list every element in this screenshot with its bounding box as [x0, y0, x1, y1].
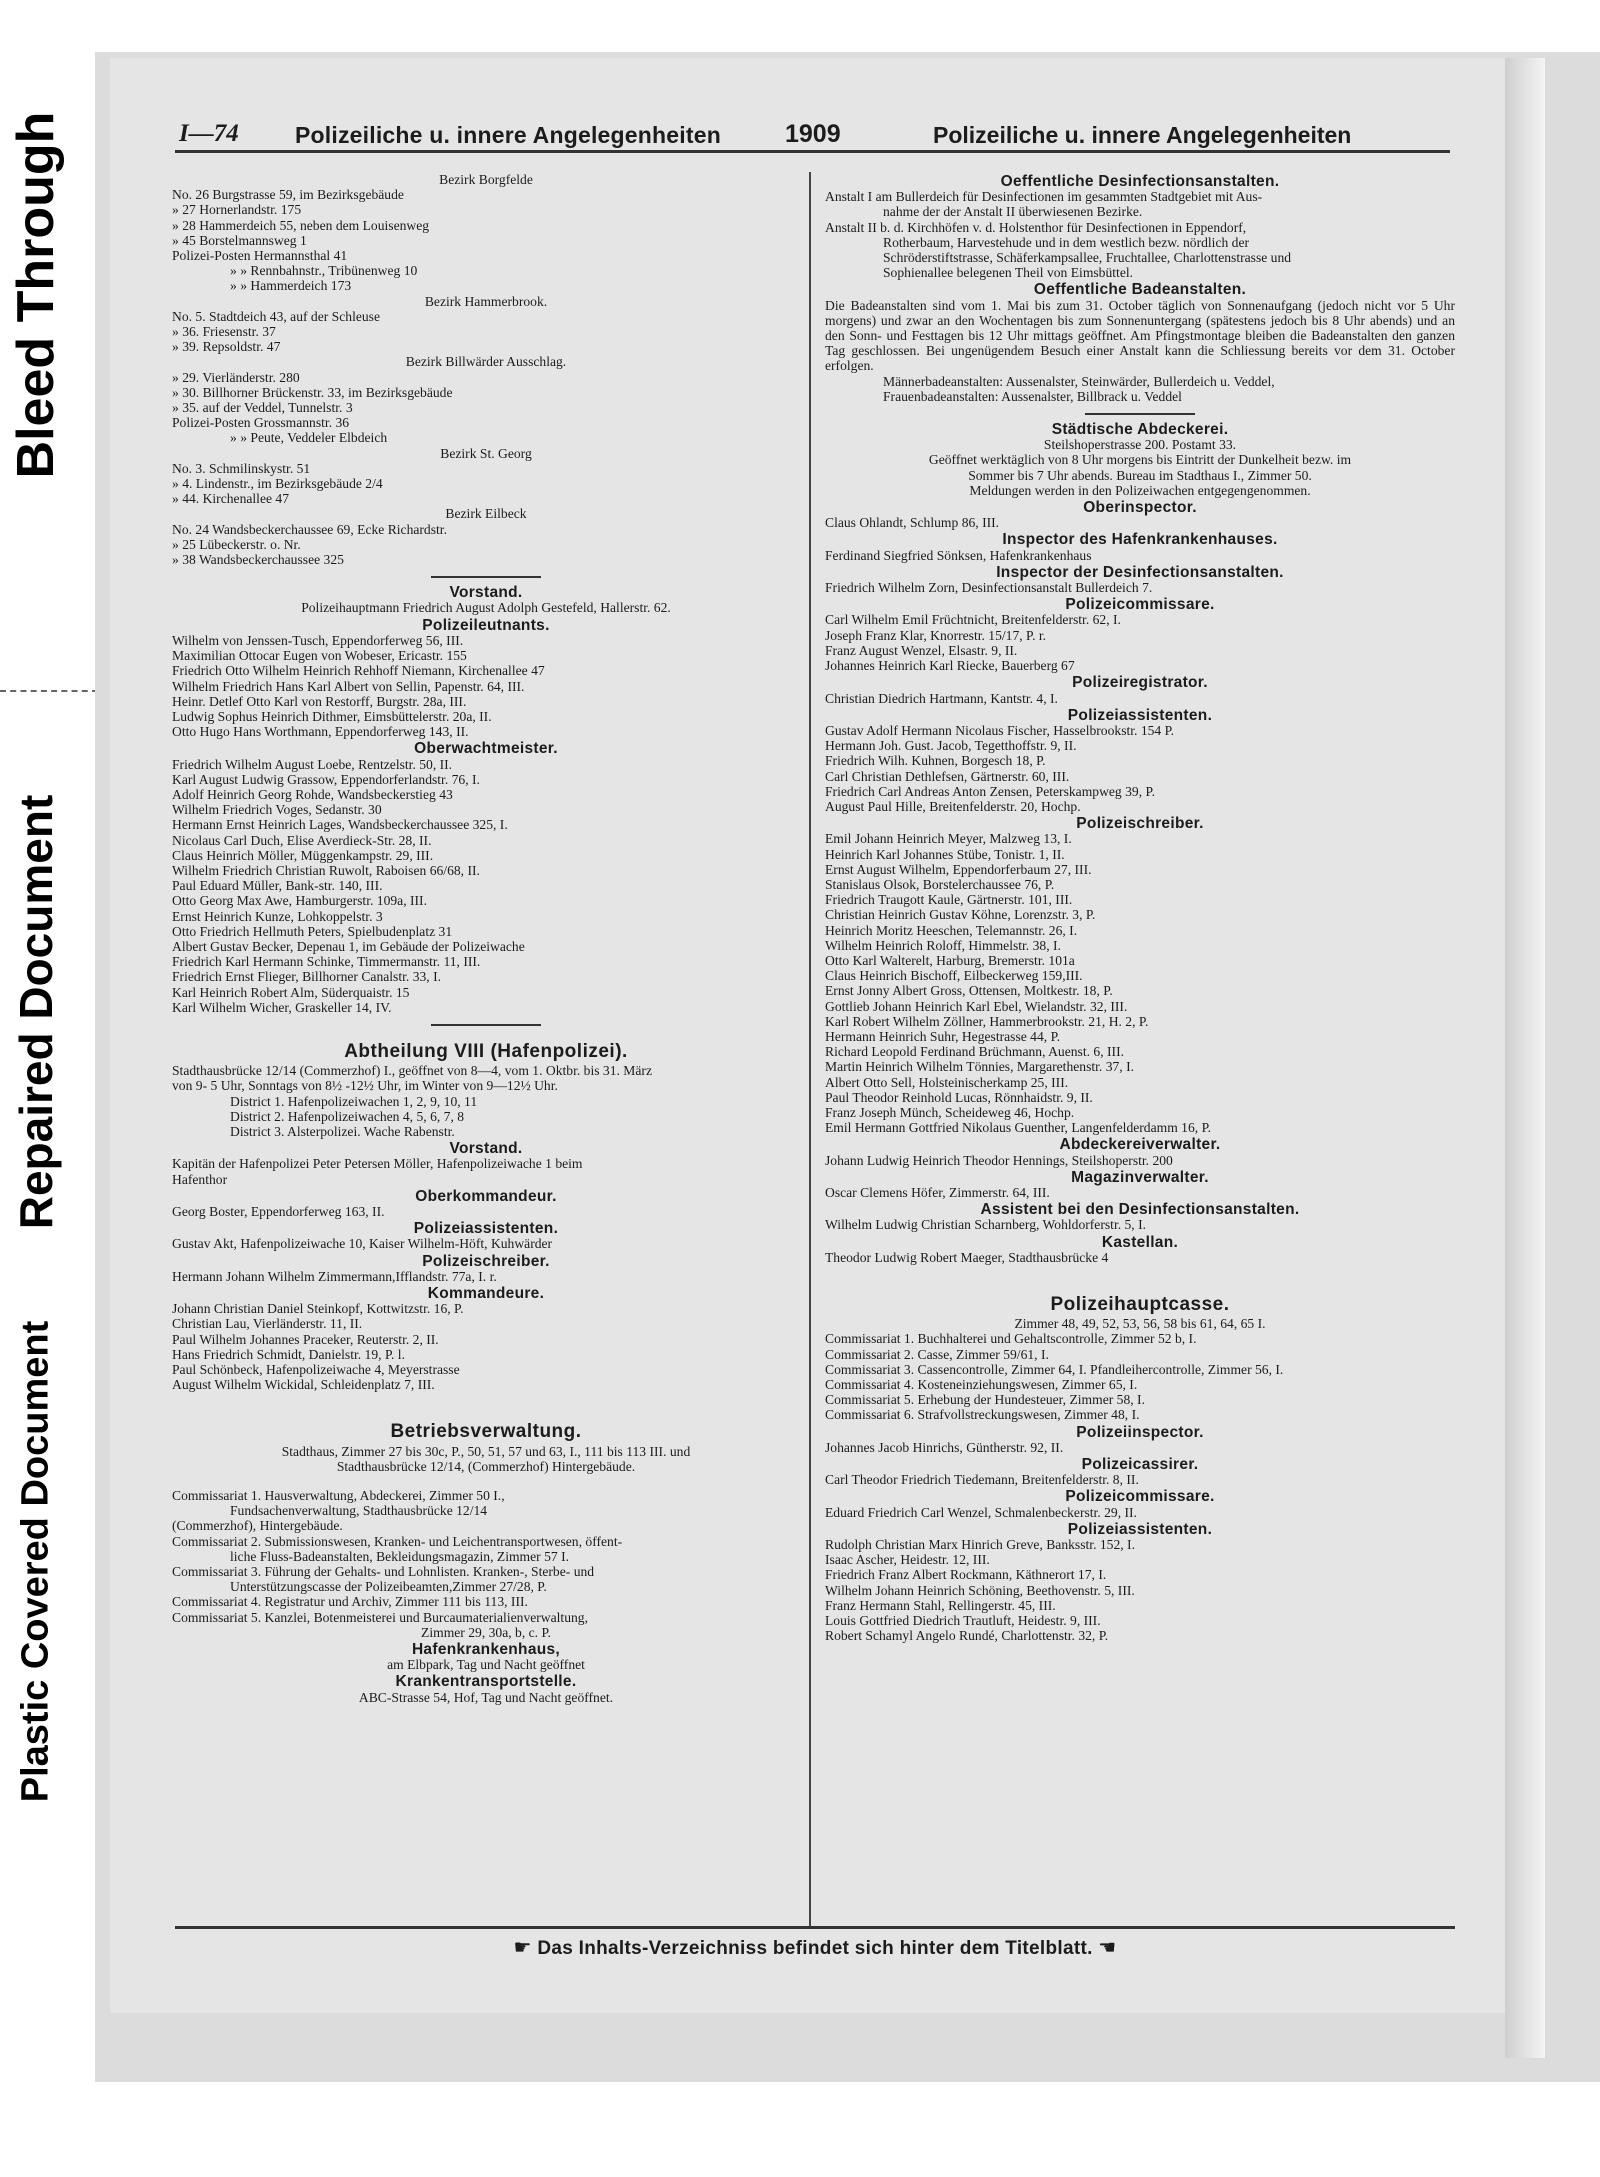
entry-line: No. 5. Stadtdeich 43, auf der Schleuse [172, 308, 381, 324]
entry-line: » » Peute, Veddeler Elbdeich [230, 430, 388, 446]
entry-line: Commissariat 1. Buchhalterei und Gehaltscontrolle, Zimmer 52 b, I. [825, 1331, 1197, 1347]
entry-line: Friedrich Wilhelm August Loebe, Rentzelstr. 50, II. [172, 756, 453, 772]
section-separator [431, 1024, 541, 1026]
entry-line: Commissariat 4. Registratur und Archiv, Zimmer 111 bis 113, III. [172, 1594, 528, 1610]
entry-line: Friedrich Wilhelm Zorn, Desinfectionsanstalt Bullerdeich 7. [825, 580, 1153, 596]
entry-line: Martin Heinrich Wilhelm Tönnies, Margarethenstr. 37, I. [825, 1059, 1135, 1075]
entry-line: Friedrich Ernst Flieger, Billhorner Canalstr. 33, I. [172, 969, 442, 985]
header-title-right: Polizeiliche u. innere Angelegenheiten [933, 122, 1352, 148]
entry-line: Maximilian Ottocar Eugen von Wobeser, Ericastr. 155 [172, 648, 467, 664]
section-separator [431, 576, 541, 578]
entry-line: No. 24 Wandsbeckerchaussee 69, Ecke Richardstr. [172, 521, 447, 537]
entry-line: am Elbpark, Tag und Nacht geöffnet [387, 1657, 585, 1673]
department-heading: Polizeihauptcasse. [1050, 1294, 1230, 1316]
entry-line: Commissariat 1. Hausverwaltung, Abdeckerei, Zimmer 50 I., [172, 1488, 505, 1504]
entry-line: Friedrich Franz Albert Rockmann, Käthnerort 17, I. [825, 1567, 1107, 1583]
entry-line: Adolf Heinrich Georg Rohde, Wandsbeckerstieg 43 [172, 786, 453, 802]
entry-line: Otto Karl Walterelt, Harburg, Bremerstr. 101a [825, 952, 1075, 968]
entry-line: Georg Boster, Eppendorferweg 163, II. [172, 1204, 385, 1219]
entry-line: Paul Schönbeck, Hafenpolizeiwache 4, Meyerstrasse [172, 1362, 460, 1378]
entry-line: Nicolaus Carl Duch, Elise Averdieck-Str. 28, II. [172, 832, 432, 848]
section-heading: Oberwachtmeister. [414, 740, 558, 758]
entry-line: Claus Ohlandt, Schlump 86, III. [825, 515, 1000, 531]
entry-line: Friedrich Otto Wilhelm Heinrich Rehhoff Niemann, Kirchenallee 47 [172, 663, 545, 679]
label-plastic-covered-document: Plastic Covered Document [14, 1320, 57, 1803]
entry-line: Bezirk Billwärder Ausschlag. [405, 354, 567, 370]
entry-line: Carl Christian Dethlefsen, Gärtnerstr. 60, III. [825, 768, 1070, 784]
section-heading: Polizeiassistenten. [413, 1220, 559, 1238]
entry-line: District 3. Alsterpolizei. Wache Rabenstr. [230, 1123, 455, 1139]
department-heading: Betriebsverwaltung. [390, 1421, 582, 1443]
entry-line: Otto Hugo Hans Worthmann, Eppendorferweg 143, II. [172, 724, 469, 740]
entry-line: » 39. Repsoldstr. 47 [172, 339, 281, 355]
entry-line: Johann Ludwig Heinrich Theodor Hennings, Steilshoperstr. 200 [825, 1152, 1173, 1168]
entry-line: Commissariat 2. Casse, Zimmer 59/61, I. [825, 1346, 1049, 1362]
section-heading: Krankentransportstelle. [395, 1673, 577, 1691]
page-edge [1505, 58, 1545, 2058]
entry-line: Sommer bis 7 Uhr abends. Bureau im Stadthaus I., Zimmer 50. [968, 467, 1312, 483]
entry-line: Robert Schamyl Angelo Rundé, Charlottenstr. 32, P. [825, 1628, 1109, 1644]
entry-line: Carl Theodor Friedrich Tiedemann, Breitenfelderstr. 8, II. [825, 1472, 1139, 1488]
entry-line: » » Hammerdeich 173 [230, 278, 352, 294]
entry-line: Rudolph Christian Marx Hinrich Greve, Banksstr. 152, I. [825, 1537, 1135, 1553]
entry-line: Bezirk Eilbeck [445, 506, 527, 522]
entry-line: Franz Hermann Stahl, Rellingerstr. 45, III. [825, 1597, 1056, 1613]
footer-notice [175, 1935, 1455, 1960]
entry-line: Friedrich Wilh. Kuhnen, Borgesch 18, P. [825, 753, 1046, 769]
entry-line: Paul Theodor Reinhold Lucas, Rönnhaidstr. 9, II. [825, 1089, 1093, 1105]
entry-line: Ernst August Wilhelm, Eppendorferbaum 27, III. [825, 861, 1092, 877]
label-bleed-through: Bleed Through [7, 111, 65, 479]
entry-line: Albert Otto Sell, Holsteinischerkamp 25, III. [825, 1074, 1069, 1090]
entry-line: » 38 Wandsbeckerchaussee 325 [172, 552, 344, 568]
entry-line: Zimmer 29, 30a, b, c. P. [421, 1624, 551, 1640]
section-heading: Städtische Abdeckerei. [1051, 421, 1229, 439]
entry-line: Polizeihauptmann Friedrich August Adolph Gestefeld, Hallerstr. 62. [301, 600, 671, 616]
entry-line: Johann Christian Daniel Steinkopf, Kottwitzstr. 16, P. [172, 1301, 464, 1317]
entry-line: Isaac Ascher, Heidestr. 12, III. [825, 1552, 990, 1568]
entry-line: (Commerzhof), Hintergebäude. [172, 1518, 343, 1534]
entry-line: No. 3. Schmilinskystr. 51 [172, 460, 311, 476]
section-heading: Abdeckereiverwalter. [1059, 1136, 1221, 1154]
section-heading: Polizeiregistrator. [1072, 674, 1208, 692]
entry-line: nahme der der Anstalt II überwiesenen Bezirke. [883, 204, 1143, 220]
section-heading: Oeffentliche Badeanstalten. [1033, 281, 1247, 299]
entry-line: Commissariat 5. Kanzlei, Botenmeisterei und Burcaumaterialienverwaltung, [172, 1609, 588, 1625]
entry-line: Gustav Akt, Hafenpolizeiwache 10, Kaiser Wilhelm-Höft, Kuhwärder [172, 1236, 553, 1252]
entry-line: Männerbadeanstalten: Aussenalster, Steinwärder, Bullerdeich u. Veddel, [883, 373, 1275, 389]
entry-line: Gustav Adolf Hermann Nicolaus Fischer, Hasselbrookstr. 154 P. [825, 722, 1175, 738]
entry-line: Wilhelm Friedrich Voges, Sedanstr. 30 [172, 802, 382, 818]
footer-rule [175, 1926, 1455, 1929]
entry-line: Louis Gottfried Diedrich Trautluft, Heidestr. 9, III. [825, 1613, 1101, 1629]
entry-line: Meldungen werden in den Polizeiwachen entgegengenommen. [969, 482, 1311, 498]
entry-line: Heinrich Moritz Heeschen, Telemannstr. 26, I. [825, 922, 1078, 938]
entry-line: Richard Leopold Ferdinand Brüchmann, Auenst. 6, III. [825, 1044, 1124, 1060]
department-heading: Abtheilung VIII (Hafenpolizei). [344, 1040, 628, 1062]
entry-line: » 35. auf der Veddel, Tunnelstr. 3 [172, 400, 353, 416]
entry-line: Franz August Wenzel, Elsastr. 9, II. [825, 642, 1018, 658]
entry-line: Hermann Joh. Gust. Jacob, Tegetthoffstr. 9, II. [825, 738, 1077, 754]
entry-line: Otto Georg Max Awe, Hamburgerstr. 109a, III. [172, 893, 427, 909]
entry-line: Oscar Clemens Höfer, Zimmerstr. 64, III. [825, 1185, 1050, 1200]
header-rule [175, 150, 1450, 153]
entry-line: Stadthausbrücke 12/14, (Commerzhof) Hintergebäude. [336, 1458, 636, 1474]
header-title-left: Polizeiliche u. innere Angelegenheiten [295, 122, 721, 148]
entry-line: Wilhelm von Jenssen-Tusch, Eppendorferweg 56, III. [172, 632, 464, 648]
section-heading: Polizeicassirer. [1081, 1456, 1199, 1474]
entry-line: Commissariat 3. Führung der Gehalts- und Lohnlisten. Kranken-, Sterbe- und [172, 1564, 595, 1580]
entry-line: Polizei-Posten Grossmannstr. 36 [172, 415, 350, 431]
section-heading: Vorstand. [449, 584, 523, 602]
entry-line: Commissariat 4. Kosteneinziehungswesen, Zimmer 65, I. [825, 1377, 1138, 1393]
entry-line: Wilhelm Heinrich Roloff, Himmelstr. 38, I. [825, 937, 1061, 953]
entry-line: Stanislaus Olsok, Borstelerchaussee 76, P. [825, 876, 1055, 892]
entry-line: Anstalt I am Bullerdeich für Desinfectionen im gesammten Stadtgebiet mit Aus- [825, 189, 1263, 205]
footer-text: Das Inhalts-Verzeichniss befindet sich hinter dem Titelblatt. [537, 1938, 1093, 1959]
entry-line: ABC-Strasse 54, Hof, Tag und Nacht geöffnet. [358, 1689, 614, 1705]
entry-line: Eduard Friedrich Carl Wenzel, Schmalenbeckerstr. 29, II. [825, 1504, 1137, 1520]
entry-line: Stadthausbrücke 12/14 (Commerzhof) I., geöffnet von 8—4, vom 1. Oktbr. bis 31. März [172, 1063, 652, 1079]
entry-line: Otto Friedrich Hellmuth Peters, Spielbudenplatz 31 [172, 923, 453, 939]
page-header [175, 118, 1455, 152]
section-heading: Polizeileutnants. [422, 616, 550, 634]
entry-line: No. 26 Burgstrasse 59, im Bezirksgebäude [172, 187, 404, 203]
entry-line: » 4. Lindenstr., im Bezirksgebäude 2/4 [172, 476, 383, 492]
section-heading: Polizeicommissare. [1065, 596, 1215, 614]
entry-line: Hermann Ernst Heinrich Lages, Wandsbeckerchaussee 325, I. [172, 817, 508, 833]
entry-line: Wilhelm Friedrich Hans Karl Albert von Sellin, Papenstr. 64, III. [172, 678, 525, 694]
entry-line: Bezirk St. Georg [440, 445, 532, 461]
section-heading: Hafenkrankenhaus, [411, 1641, 561, 1659]
section-heading: Oberkommandeur. [415, 1187, 557, 1205]
section-heading: Inspector des Hafenkrankenhauses. [1002, 531, 1278, 549]
entry-line: Ernst Heinrich Kunze, Lohkoppelstr. 3 [172, 908, 383, 924]
section-heading: Oeffentliche Desinfectionsanstalten. [1000, 173, 1280, 190]
entry-line: » 29. Vierländerstr. 280 [172, 369, 300, 385]
entry-line: Hafenthor [172, 1171, 228, 1187]
entry-line: Commissariat 2. Submissionswesen, Kranken- und Leichentransportwesen, öffent- [172, 1533, 623, 1549]
entry-line: Ferdinand Siegfried Sönksen, Hafenkrankenhaus [825, 547, 1092, 563]
page-number: I—74 [179, 120, 239, 147]
entry-line: Ludwig Sophus Heinrich Dithmer, Eimsbüttelerstr. 20a, II. [172, 708, 492, 724]
section-heading: Vorstand. [449, 1140, 523, 1158]
entry-line: Ernst Jonny Albert Gross, Ottensen, Moltkestr. 18, P. [825, 983, 1113, 999]
entry-line: Wilhelm Johann Heinrich Schöning, Beethovenstr. 5, III. [825, 1582, 1135, 1598]
entry-line: Emil Hermann Gottfried Nikolaus Guenther, Langenfelderdamm 16, P. [825, 1120, 1212, 1136]
divider [0, 690, 98, 692]
entry-line: Fundsachenverwaltung, Stadthausbrücke 12/14 [230, 1503, 488, 1519]
entry-line: Stadthaus, Zimmer 27 bis 30c, P., 50, 51, 57 und 63, I., 111 bis 113 III. und [281, 1443, 691, 1459]
header-year: 1909 [785, 120, 841, 148]
entry-line: District 1. Hafenpolizeiwachen 1, 2, 9, 10, 11 [230, 1093, 478, 1109]
entry-line: Anstalt II b. d. Kirchhöfen v. d. Holstenthor für Desinfectionen in Eppendorf, [825, 219, 1247, 235]
entry-line: » 36. Friesenstr. 37 [172, 324, 276, 340]
entry-line: Paul Eduard Müller, Bank-str. 140, III. [172, 878, 383, 894]
section-heading: Inspector der Desinfectionsanstalten. [996, 563, 1284, 581]
entry-line: District 2. Hafenpolizeiwachen 4, 5, 6, 7, 8 [230, 1108, 465, 1124]
section-heading: Polizeicommissare. [1065, 1488, 1215, 1506]
entry-line: Paul Wilhelm Johannes Praceker, Reuterstr. 2, II. [172, 1331, 439, 1347]
entry-line: Geöffnet werktäglich von 8 Uhr morgens bis Eintritt der Dunkelheit bezw. im [928, 452, 1352, 468]
entry-line: Hermann Heinrich Suhr, Hegestrasse 44, P. [825, 1028, 1061, 1044]
entry-line: Wilhelm Friedrich Christian Ruwolt, Raboisen 66/68, II. [172, 862, 480, 878]
entry-line: Karl Heinrich Robert Alm, Süderquaistr. 15 [172, 984, 410, 1000]
entry-line: Heinrich Karl Johannes Stübe, Tonistr. 1, II. [825, 846, 1065, 862]
entry-line: Rotherbaum, Harvestehude und in dem westlich bezw. nördlich der [883, 234, 1250, 250]
entry-line: » 25 Lübeckerstr. o. Nr. [172, 536, 301, 552]
entry-line: Emil Johann Heinrich Meyer, Malzweg 13, I. [825, 831, 1072, 847]
right-column [825, 172, 1455, 1643]
spacer [172, 1392, 800, 1406]
entry-line: » 45 Borstelmannsweg 1 [172, 232, 307, 248]
section-heading: Assistent bei den Desinfectionsanstalten. [980, 1201, 1300, 1219]
entry-line: Albert Gustav Becker, Depenau 1, im Gebäude der Polizeiwache [172, 938, 525, 954]
column-divider [809, 172, 811, 1927]
entry-line: August Paul Hille, Breitenfelderstr. 20, Hochp. [825, 798, 1081, 814]
section-separator [1085, 413, 1195, 415]
entry-line: Bezirk Borgfelde [439, 172, 533, 187]
entry-line: Bezirk Hammerbrook. [424, 293, 548, 309]
section-heading: Kommandeure. [427, 1285, 545, 1303]
entry-line: August Wilhelm Wickidal, Schleidenplatz 7, III. [172, 1377, 435, 1393]
entry-line: Kapitän der Hafenpolizei Peter Petersen Möller, Hafenpolizeiwache 1 beim [172, 1156, 583, 1172]
entry-line: Frauenbadeanstalten: Aussenalster, Billbrack u. Veddel [883, 388, 1182, 404]
entry-line: » 28 Hammerdeich 55, neben dem Louisenweg [172, 217, 430, 233]
entry-line: Polizei-Posten Hermannsthal 41 [172, 248, 348, 264]
entry-line: von 9- 5 Uhr, Sonntags von 8½ -12½ Uhr, im Winter von 9—12½ Uhr. [172, 1078, 558, 1094]
entry-line: Christian Diedrich Hartmann, Kantstr. 4, I. [825, 690, 1058, 706]
entry-line: Joseph Franz Klar, Knorrestr. 15/17, P. r. [825, 627, 1047, 643]
section-heading: Polizeiinspector. [1076, 1423, 1204, 1441]
entry-line: Commissariat 5. Erhebung der Hundesteuer, Zimmer 58, I. [825, 1392, 1145, 1408]
section-heading: Polizeiassistenten. [1067, 706, 1213, 724]
paragraph: Die Badeanstalten sind vom 1. Mai bis zum 31. October täglich von Sonnenaufgang (jedoch nicht vor 5 Uhr morgens) und zwar an den Wochentagen bis zum Sonnenuntergang (spätestens jedoch bis 8 Uhr abends) und an den Sonn- und Festtagen bis 12 Uhr mittags geöffnet. Am Pfingstmontage bleiben die Badeanstalten den ganzen Tag geschlossen. Bei ungenügendem Besuch einer Anstalt kann die Schliessung bereits vor dem 31. October erfolgen. [825, 297, 1455, 374]
entry-line: Commissariat 6. Strafvollstreckungswesen, Zimmer 48, I. [825, 1407, 1140, 1423]
entry-line: Franz Joseph Münch, Scheideweg 46, Hochp. [825, 1104, 1075, 1120]
entry-line: Christian Heinrich Gustav Köhne, Lorenzstr. 3, P. [825, 907, 1096, 923]
entry-line: Heinr. Detlef Otto Karl von Restorff, Burgstr. 28a, III. [172, 693, 467, 709]
condition-labels [0, 0, 72, 1830]
entry-line: Johannes Jacob Hinrichs, Güntherstr. 92, II. [825, 1439, 1064, 1455]
entry-line: Friedrich Traugott Kaule, Gärtnerstr. 101, III. [825, 892, 1073, 908]
entry-line: Karl Robert Wilhelm Zöllner, Hammerbrookstr. 21, H. 2, P. [825, 1013, 1149, 1029]
entry-line: Schröderstiftstrasse, Schäferkampsallee, Fruchtallee, Charlottenstrasse und [883, 250, 1292, 266]
section-heading: Oberinspector. [1083, 499, 1197, 517]
entry-line: Zimmer 48, 49, 52, 53, 56, 58 bis 61, 64, 65 I. [1014, 1316, 1266, 1332]
entry-line: Karl Wilhelm Wicher, Graskeller 14, IV. [172, 999, 392, 1015]
left-column [172, 172, 800, 1705]
entry-line: Theodor Ludwig Robert Maeger, Stadthausbrücke 4 [825, 1249, 1109, 1265]
entry-line: Unterstützungscasse der Polizeibeamten,Zimmer 27/28, P. [230, 1579, 547, 1595]
spacer [172, 1474, 800, 1488]
pointing-hand-right-icon: ☚ [1098, 1937, 1117, 1959]
entry-line: Hermann Johann Wilhelm Zimmermann,Ifflandstr. 77a, I. r. [172, 1268, 497, 1284]
entry-line: » 27 Hornerlandstr. 175 [172, 202, 302, 218]
section-heading: Polizeischreiber. [422, 1252, 550, 1270]
entry-line: Wilhelm Ludwig Christian Scharnberg, Wohldorferstr. 5, I. [825, 1217, 1147, 1233]
section-heading: Magazinverwalter. [1071, 1168, 1209, 1186]
entry-line: Johannes Heinrich Karl Riecke, Bauerberg 67 [825, 658, 1075, 674]
entry-line: Sophienallee belegenen Theil von Eimsbüttel. [883, 265, 1134, 281]
section-heading: Kastellan. [1101, 1233, 1179, 1251]
entry-line: Commissariat 3. Cassencontrolle, Zimmer 64, I. Pfandleihercontrolle, Zimmer 56, I. [825, 1361, 1284, 1377]
entry-line: » 30. Billhorner Brückenstr. 33, im Bezirksgebäude [172, 384, 453, 400]
entry-line: Christian Lau, Vierländerstr. 11, II. [172, 1316, 363, 1332]
entry-line: Steilshoperstrasse 200. Postamt 33. [1043, 437, 1237, 453]
entry-line: Gottlieb Johann Heinrich Karl Ebel, Wielandstr. 32, III. [825, 998, 1128, 1014]
entry-line: » 44. Kirchenallee 47 [172, 491, 290, 507]
entry-line: liche Fluss-Badeanstalten, Bekleidungsmagazin, Zimmer 57 I. [230, 1548, 570, 1564]
section-heading: Polizeischreiber. [1076, 815, 1204, 833]
spacer [825, 1265, 1455, 1279]
label-repaired-document: Repaired Document [10, 794, 62, 1230]
entry-line: » » Rennbahnstr., Tribünenweg 10 [230, 263, 418, 279]
entry-line: Carl Wilhelm Emil Früchtnicht, Breitenfelderstr. 62, I. [825, 612, 1121, 628]
entry-line: Claus Heinrich Möller, Müggenkampstr. 29, III. [172, 847, 434, 863]
entry-line: Karl August Ludwig Grassow, Eppendorferlandstr. 76, I. [172, 771, 480, 787]
section-heading: Polizeiassistenten. [1067, 1520, 1213, 1538]
pointing-hand-left-icon: ☛ [513, 1937, 532, 1959]
entry-line: Friedrich Carl Andreas Anton Zensen, Peterskampweg 39, P. [825, 783, 1155, 799]
entry-line: Friedrich Karl Hermann Schinke, Timmermanstr. 11, III. [172, 954, 481, 970]
entry-line: Hans Friedrich Schmidt, Danielstr. 19, P. l. [172, 1346, 405, 1362]
entry-line: Claus Heinrich Bischoff, Eilbeckerweg 159,III. [825, 968, 1083, 984]
